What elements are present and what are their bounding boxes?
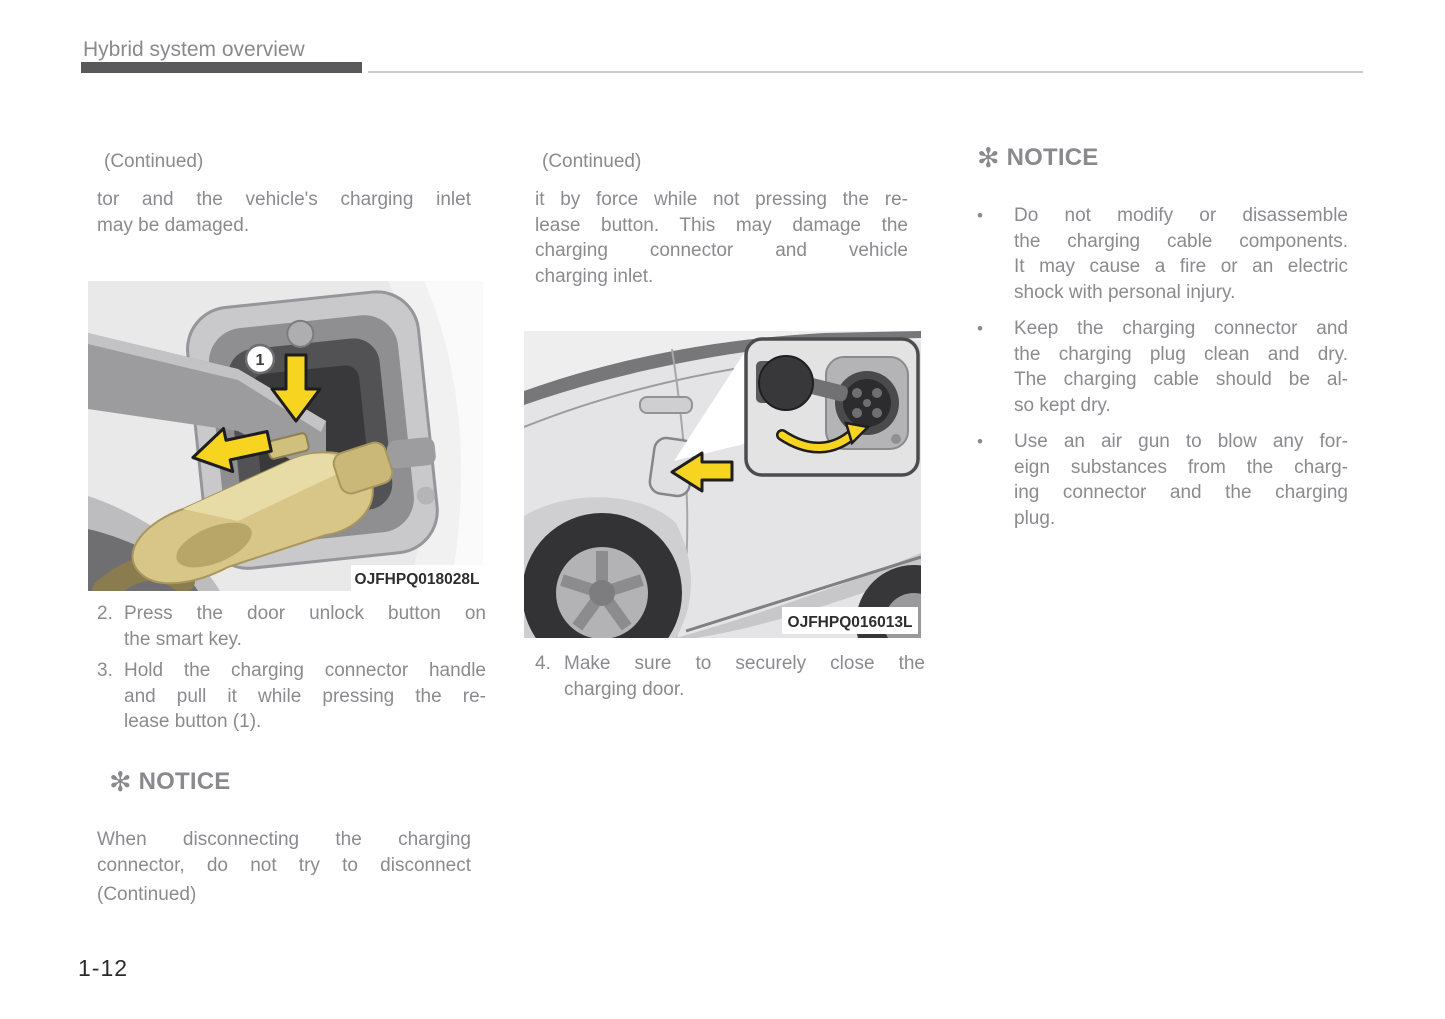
asterisk-icon: ✻	[977, 142, 1000, 174]
notice-title: NOTICE	[1006, 144, 1099, 171]
notice-body: When disconnecting the charging connector, do not try to disconnect	[97, 829, 471, 876]
step-item-4: 4. Make sure to securely close the charging door.	[535, 653, 925, 700]
bullet-icon: •	[977, 206, 983, 225]
figure2-code: OJFHPQ016013L	[787, 614, 913, 631]
notice-header	[109, 768, 231, 796]
figure-charging-connector	[88, 281, 483, 591]
notice-title: NOTICE	[138, 768, 231, 795]
step-item-3: 3. Hold the charging connector handle and pull it while pressing the re- lease button (1).	[97, 660, 486, 732]
continued-label: (Continued)	[104, 151, 204, 172]
figure1-code: OJFHPQ018028L	[354, 571, 480, 588]
header-rule-line	[368, 71, 1363, 73]
header-accent-bar	[81, 62, 362, 73]
continued-label: (Continued)	[97, 884, 197, 905]
figure1-illustration	[88, 281, 483, 591]
callout-number: 1	[255, 352, 265, 369]
bullet-icon: •	[977, 432, 983, 451]
inset-detail	[746, 339, 918, 475]
bullet-icon: •	[977, 319, 983, 338]
asterisk-icon: ✻	[109, 766, 132, 798]
page-number: 1-12	[78, 955, 129, 981]
figure-charging-door	[524, 331, 921, 638]
notice-bullet-list	[975, 203, 1348, 542]
step-item-2: 2. Press the door unlock button on the smart key.	[97, 603, 486, 650]
notice-header	[977, 144, 1099, 172]
paragraph: it by force while not pressing the re- lease button. This may damage the charging connector and vehicle charging inlet.	[535, 189, 908, 287]
paragraph: tor and the vehicle's charging inlet may be damaged.	[97, 189, 471, 236]
door-handle	[640, 397, 692, 413]
page-header-title: Hybrid system overview	[83, 38, 307, 65]
list-item: • Keep the charging connector and the charging plug clean and dry. The charging cable should be al- so kept dry.	[977, 318, 1348, 416]
list-item: • Use an air gun to blow any for- eign substances from the charg- ing connector and the charging plug.	[977, 431, 1348, 529]
continued-label: (Continued)	[542, 151, 642, 172]
list-item: • Do not modify or disassemble the charging cable components. It may cause a fire or an electric shock with personal injury.	[977, 205, 1348, 303]
figure2-illustration	[524, 331, 921, 638]
inlet-cap	[759, 356, 813, 410]
